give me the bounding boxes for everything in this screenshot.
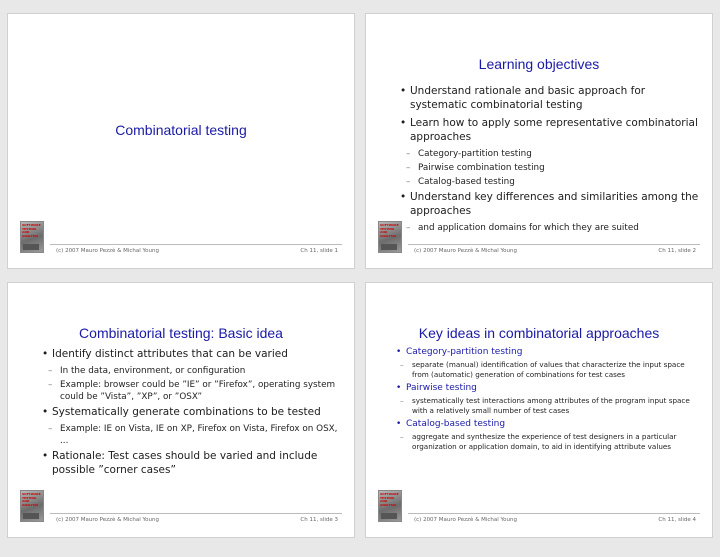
- bullet: • Identify distinct attributes that can be varied: [42, 347, 342, 361]
- slide-title: Key ideas in combinatorial approaches: [418, 325, 660, 341]
- book-cover-logo: [20, 490, 44, 522]
- sub-bullet: – In the data, environment, or configuration: [48, 365, 342, 377]
- slide-1: [8, 14, 354, 268]
- sub-bullet: – Example: IE on Vista, IE on XP, Firefox on Vista, Firefox on OSX, ...: [48, 423, 342, 447]
- bullet: • Systematically generate combinations to be tested: [42, 405, 342, 419]
- slide-body: [42, 347, 342, 481]
- footer-copyright: (c) 2007 Mauro Pezzè & Michal Young: [414, 517, 517, 523]
- footer-copyright: (c) 2007 Mauro Pezzè & Michal Young: [56, 517, 159, 523]
- footer-slide-number: Ch 11, slide 4: [658, 517, 696, 523]
- bullet: • Pairwise testing: [396, 382, 696, 394]
- logo-text: SOFTWARE TESTING AND ANALYSIS: [380, 492, 399, 507]
- footer-divider: [50, 244, 342, 245]
- sub-bullet: – Category-partition testing: [406, 148, 700, 160]
- bullet: • Catalog-based testing: [396, 418, 696, 430]
- slide-title: Combinatorial testing: [115, 122, 247, 138]
- footer-slide-number: Ch 11, slide 3: [300, 517, 338, 523]
- footer-slide-number: Ch 11, slide 1: [300, 248, 338, 254]
- logo-text: SOFTWARE TESTING AND ANALYSIS: [22, 223, 41, 238]
- slide-title: Learning objectives: [478, 56, 600, 72]
- logo-text: SOFTWARE TESTING AND ANALYSIS: [380, 223, 399, 238]
- sub-bullet: – and application domains for which they are suited: [406, 222, 700, 234]
- bullet: • Rationale: Test cases should be varied and include possible ”corner cases”: [42, 449, 342, 477]
- slide-3: [8, 283, 354, 537]
- slide-body: [400, 84, 700, 236]
- book-cover-logo: [378, 490, 402, 522]
- sub-bullet: – Pairwise combination testing: [406, 162, 700, 174]
- bullet: • Learn how to apply some representative combinatorial approaches: [400, 116, 700, 144]
- book-cover-logo: [20, 221, 44, 253]
- slide-4: [366, 283, 712, 537]
- sub-bullet: – Example: browser could be ”IE” or ”Firefox”, operating system could be ”Vista”, ”XP”, or ”OSX”: [48, 379, 342, 403]
- bullet: • Category-partition testing: [396, 346, 696, 358]
- bullet: • Understand key differences and similarities among the approaches: [400, 190, 700, 218]
- footer-copyright: (c) 2007 Mauro Pezzè & Michal Young: [414, 248, 517, 254]
- logo-text: SOFTWARE TESTING AND ANALYSIS: [22, 492, 41, 507]
- footer-copyright: (c) 2007 Mauro Pezzè & Michal Young: [56, 248, 159, 254]
- sub-bullet: – Catalog-based testing: [406, 176, 700, 188]
- slide-2: [366, 14, 712, 268]
- sub-bullet: – separate (manual) identification of values that characterize the input space from (automatic) generation of combinations for test cases: [400, 360, 696, 380]
- bullet: • Understand rationale and basic approach for systematic combinatorial testing: [400, 84, 700, 112]
- footer-slide-number: Ch 11, slide 2: [658, 248, 696, 254]
- sub-bullet: – systematically test interactions among attributes of the program input space with a relatively small number of test cases: [400, 396, 696, 416]
- slide-body: [396, 346, 696, 454]
- footer-divider: [408, 513, 700, 514]
- book-cover-logo: [378, 221, 402, 253]
- slide-title: Combinatorial testing: Basic idea: [79, 325, 283, 341]
- footer-divider: [50, 513, 342, 514]
- footer-divider: [408, 244, 700, 245]
- sub-bullet: – aggregate and synthesize the experience of test designers in a particular organization or application domain, to aid in identifying attribute values: [400, 432, 696, 452]
